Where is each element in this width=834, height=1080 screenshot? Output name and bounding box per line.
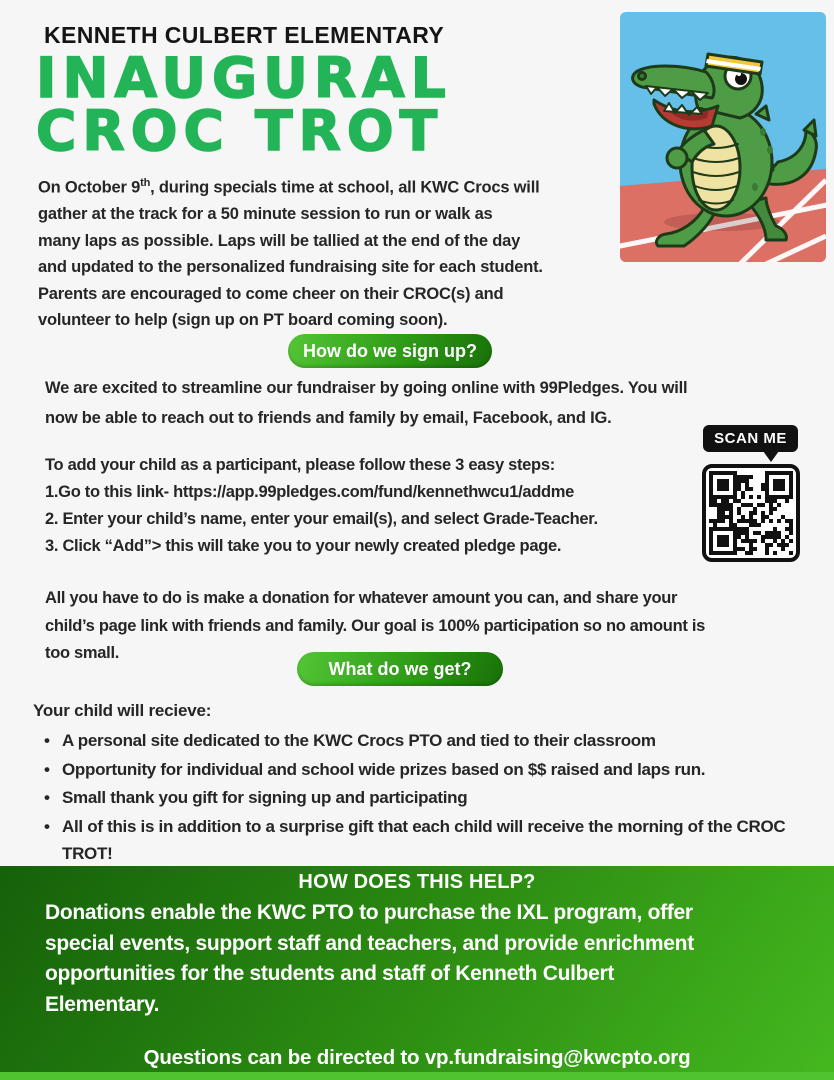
intro-line1-sup: th (140, 177, 151, 189)
title-line-1: INAUGURAL (36, 46, 452, 110)
text-line: many laps as possible. Laps will be tallied at the end of the day (38, 231, 521, 250)
bullet-icon: • (44, 816, 50, 836)
intro-line1-pre: On October 9 (38, 178, 141, 197)
text-line: Parents are encouraged to come cheer on their CROC(s) and (38, 284, 504, 303)
intro-paragraph (38, 170, 543, 334)
text-line (38, 170, 543, 201)
text-line: and updated to the personalized fundraising site for each student. (38, 258, 543, 276)
benefit-item: • A personal site dedicated to the KWC Crocs PTO and tied to their classroom (44, 727, 814, 754)
bullet-icon: • (44, 759, 50, 779)
step-item: 1.Go to this link- https://app.99pledges.com/fund/kennethwcu1/addme (45, 483, 575, 501)
text-line: special events, support staff and teachers, and provide enrichment (45, 931, 694, 955)
intro-line1-post: , during specials time at school, all KWC Crocs will (150, 178, 540, 197)
step-item: 2. Enter your child’s name, enter your email(s), and select Grade-Teacher. (45, 510, 598, 528)
footer-paragraph (45, 898, 694, 1020)
contact-line: Questions can be directed to vp.fundraising@kwcpto.org (143, 1046, 691, 1069)
pledges-paragraph (45, 373, 687, 433)
how-do-we-sign-up-button[interactable]: How do we sign up? (288, 334, 492, 368)
scan-me-badge (703, 425, 798, 452)
text-line: gather at the track for a 50 minute session to run or walk as (38, 205, 493, 223)
text-line: volunteer to help (sign up on PT board coming soon). (38, 311, 448, 329)
qr-code-svg (706, 468, 796, 558)
what-do-we-get-button[interactable]: What do we get? (297, 652, 503, 686)
school-name: KENNETH CULBERT ELEMENTARY (44, 22, 445, 48)
text-line: too small. (45, 644, 120, 662)
steps-intro: To add your child as a participant, please follow these 3 easy steps: (45, 456, 555, 474)
benefit-item: • All of this is in addition to a surprise gift that each child will receive the morning of the CROC TROT! (44, 813, 814, 867)
step-item: 3. Click “Add”> this will take you to your newly created pledge page. (45, 537, 562, 555)
benefits-list (44, 727, 814, 868)
benefit-item: • Small thank you gift for signing up and participating (44, 784, 814, 811)
text-line: All you have to do is make a donation for whatever amount you can, and share your (45, 589, 678, 607)
text-line: Elementary. (45, 992, 160, 1016)
benefit-item: • Opportunity for individual and school wide prizes based on $$ raised and laps run. (44, 756, 814, 783)
scan-me-label: SCAN ME (714, 430, 787, 447)
footer-banner (0, 866, 834, 1080)
signup-steps (45, 452, 598, 560)
text-line: child’s page link with friends and family. Our goal is 100% participation so no amount is (45, 616, 706, 635)
text-line: Donations enable the KWC PTO to purchase the IXL program, offer (45, 901, 693, 924)
text-line: We are excited to streamline our fundraiser by going online with 99Pledges. You will (45, 379, 688, 397)
bullet-icon: • (44, 788, 50, 807)
benefits-intro: Your child will recieve: (33, 701, 212, 720)
qr-code[interactable] (702, 464, 800, 562)
title-line-2: CROC TROT (36, 99, 444, 163)
text-line: now be able to reach out to friends and family by email, Facebook, and IG. (45, 409, 612, 427)
croc-illustration-svg (620, 12, 826, 262)
footer-heading: HOW DOES THIS HELP? (298, 871, 536, 893)
croc-runner-illustration (620, 12, 826, 262)
bullet-icon: • (44, 731, 50, 750)
footer-bottom-strip (0, 1072, 834, 1080)
page-title (36, 46, 452, 163)
badge-tail-pointer (763, 451, 779, 462)
text-line: opportunities for the students and staff of Kenneth Culbert (45, 962, 615, 985)
